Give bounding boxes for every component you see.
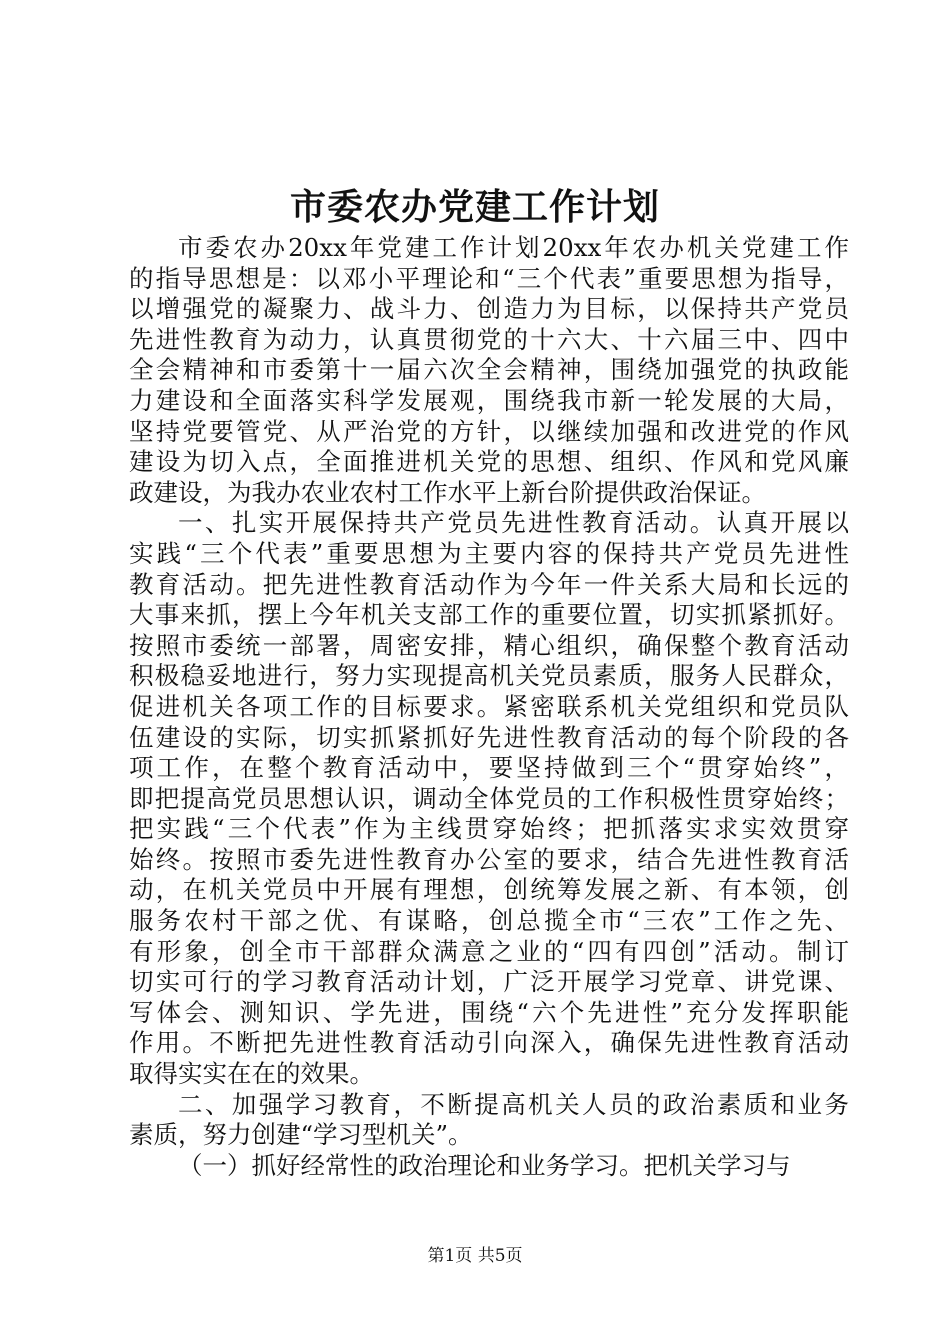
text-line: 服务农村干部之优、有谋略，创总揽全市“三农”工作之先、 xyxy=(129,906,849,936)
text-line: 切实可行的学习教育活动计划，广泛开展学习党章、讲党课、 xyxy=(129,967,849,997)
text-line: 教育活动。把先进性教育活动作为今年一件关系大局和长远的 xyxy=(129,569,849,599)
text-line: 市委农办20xx年党建工作计划20xx年农办机关党建工作 xyxy=(178,233,849,262)
text-line: （一）抓好经常性的政治理论和业务学习。把机关学习与 xyxy=(178,1150,791,1180)
text-line: 按照市委统一部署，周密安排，精心组织，确保整个教育活动 xyxy=(129,630,849,660)
text-line: 动，在机关党员中开展有理想，创统筹发展之新、有本领，创 xyxy=(129,875,849,905)
text-line: 一、扎实开展保持共产党员先进性教育活动。认真开展以 xyxy=(178,508,849,538)
text-line: 把实践“三个代表”作为主线贯穿始终；把抓落实求实效贯穿 xyxy=(129,814,849,844)
text-line: 以增强党的凝聚力、战斗力、创造力为目标，以保持共产党员 xyxy=(129,294,849,324)
text-line: 积极稳妥地进行，努力实现提高机关党员素质，服务人民群众， xyxy=(129,661,849,691)
text-line: 二、加强学习教育，不断提高机关人员的政治素质和业务 xyxy=(178,1089,849,1119)
text-line: 素质，努力创建“学习型机关”。 xyxy=(129,1120,473,1150)
text-line: 大事来抓，摆上今年机关支部工作的重要位置，切实抓紧抓好。 xyxy=(129,600,849,630)
text-line: 有形象，创全市干部群众满意之业的“四有四创”活动。制订 xyxy=(129,936,849,966)
text-line: 实践“三个代表”重要思想为主要内容的保持共产党员先进性 xyxy=(129,538,849,568)
text-line: 始终。按照市委先进性教育办公室的要求，结合先进性教育活 xyxy=(129,844,849,874)
text-line: 政建设，为我办农业农村工作水平上新台阶提供政治保证。 xyxy=(129,477,766,507)
page-footer: 第1页 共5页 xyxy=(427,1246,523,1266)
text-line: 项工作，在整个教育活动中，要坚持做到三个“贯穿始终”， xyxy=(129,753,849,783)
text-line: 促进机关各项工作的目标要求。紧密联系机关党组织和党员队 xyxy=(129,691,849,721)
document-title: 市委农办党建工作计划 xyxy=(289,186,660,228)
text-line: 写体会、测知识、学先进，围绕“六个先进性”充分发挥职能 xyxy=(129,997,849,1027)
text-line: 坚持党要管党、从严治党的方针，以继续加强和改进党的作风 xyxy=(129,416,849,446)
text-line: 建设为切入点，全面推进机关党的思想、组织、作风和党风廉 xyxy=(129,447,849,477)
text-line: 取得实实在在的效果。 xyxy=(129,1059,374,1089)
text-line: 的指导思想是：以邓小平理论和“三个代表”重要思想为指导， xyxy=(129,263,849,293)
text-line: 作用。不断把先进性教育活动引向深入，确保先进性教育活动 xyxy=(129,1028,849,1058)
text-line: 即把提高党员思想认识，调动全体党员的工作积极性贯穿始终； xyxy=(129,783,849,813)
text-line: 全会精神和市委第十一届六次全会精神，围绕加强党的执政能 xyxy=(129,355,849,385)
document-body xyxy=(129,233,849,1181)
text-line: 力建设和全面落实科学发展观，围绕我市新一轮发展的大局， xyxy=(129,385,849,415)
text-line: 伍建设的实际，切实抓紧抓好先进性教育活动的每个阶段的各 xyxy=(129,722,849,752)
text-line: 先进性教育为动力，认真贯彻党的十六大、十六届三中、四中 xyxy=(129,324,849,354)
